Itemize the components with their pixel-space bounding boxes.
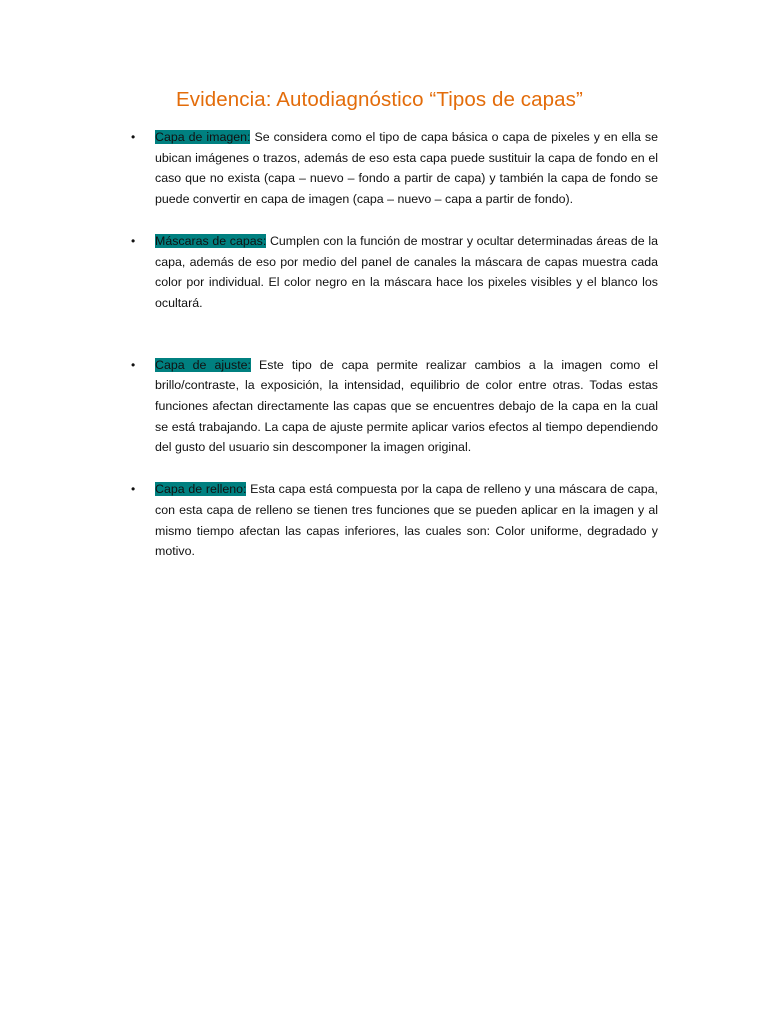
item-description: Esta capa está compuesta por la capa de relleno y una máscara de capa, con esta capa de relleno se tienen tres funciones que se pueden aplicar en la imagen y al mismo tiempo afectan las capas inferiores, las cuales son: Color uniforme, degradado y motivo. bbox=[155, 482, 658, 559]
item-description: Cumplen con la función de mostrar y ocultar determinadas áreas de la capa, además de eso por medio del panel de canales la máscara de capas muestra cada color por individual. El color negro en la máscara hace los pixeles visibles y el blanco los ocultará. bbox=[155, 233, 658, 310]
highlighted-term: Máscaras de capas: bbox=[155, 233, 267, 248]
list-item-capa-de-imagen bbox=[128, 127, 658, 210]
bullet-icon: • bbox=[131, 233, 136, 248]
list-item-mascaras-de-capas bbox=[128, 231, 658, 314]
highlighted-term: Capa de imagen: bbox=[155, 130, 251, 144]
highlighted-term: Capa de ajuste: bbox=[155, 357, 251, 372]
bullet-icon: • bbox=[131, 130, 136, 144]
list-item-capa-de-relleno bbox=[128, 479, 658, 562]
document-title: Evidencia: Autodiagnóstico “Tipos de capas” bbox=[176, 88, 583, 111]
highlighted-term: Capa de relleno: bbox=[155, 482, 247, 497]
bullet-list bbox=[128, 127, 658, 562]
item-description: Se considera como el tipo de capa básica o capa de pixeles y en ella se ubican imágenes o trazos, además de eso esta capa puede sustituir la capa de fondo en el caso que no exista (capa – nuevo – fondo a partir de capa) y también la capa de fondo se puede convertir en capa de imagen (capa – nuevo – capa a partir de fondo). bbox=[155, 130, 659, 207]
item-description: Este tipo de capa permite realizar cambios a la imagen como el brillo/contraste, la exposición, la intensidad, equilibrio de color entre otras. Todas estas funciones afectan directamente las capas que se encuentres debajo de la capa en la cual se está trabajando. La capa de ajuste permite aplicar varios efectos al tiempo dependiendo del gusto del usuario sin descomponer la imagen original. bbox=[155, 357, 658, 455]
bullet-icon: • bbox=[131, 482, 136, 497]
bullet-icon: • bbox=[131, 357, 136, 372]
list-item-capa-de-ajuste bbox=[128, 355, 658, 459]
